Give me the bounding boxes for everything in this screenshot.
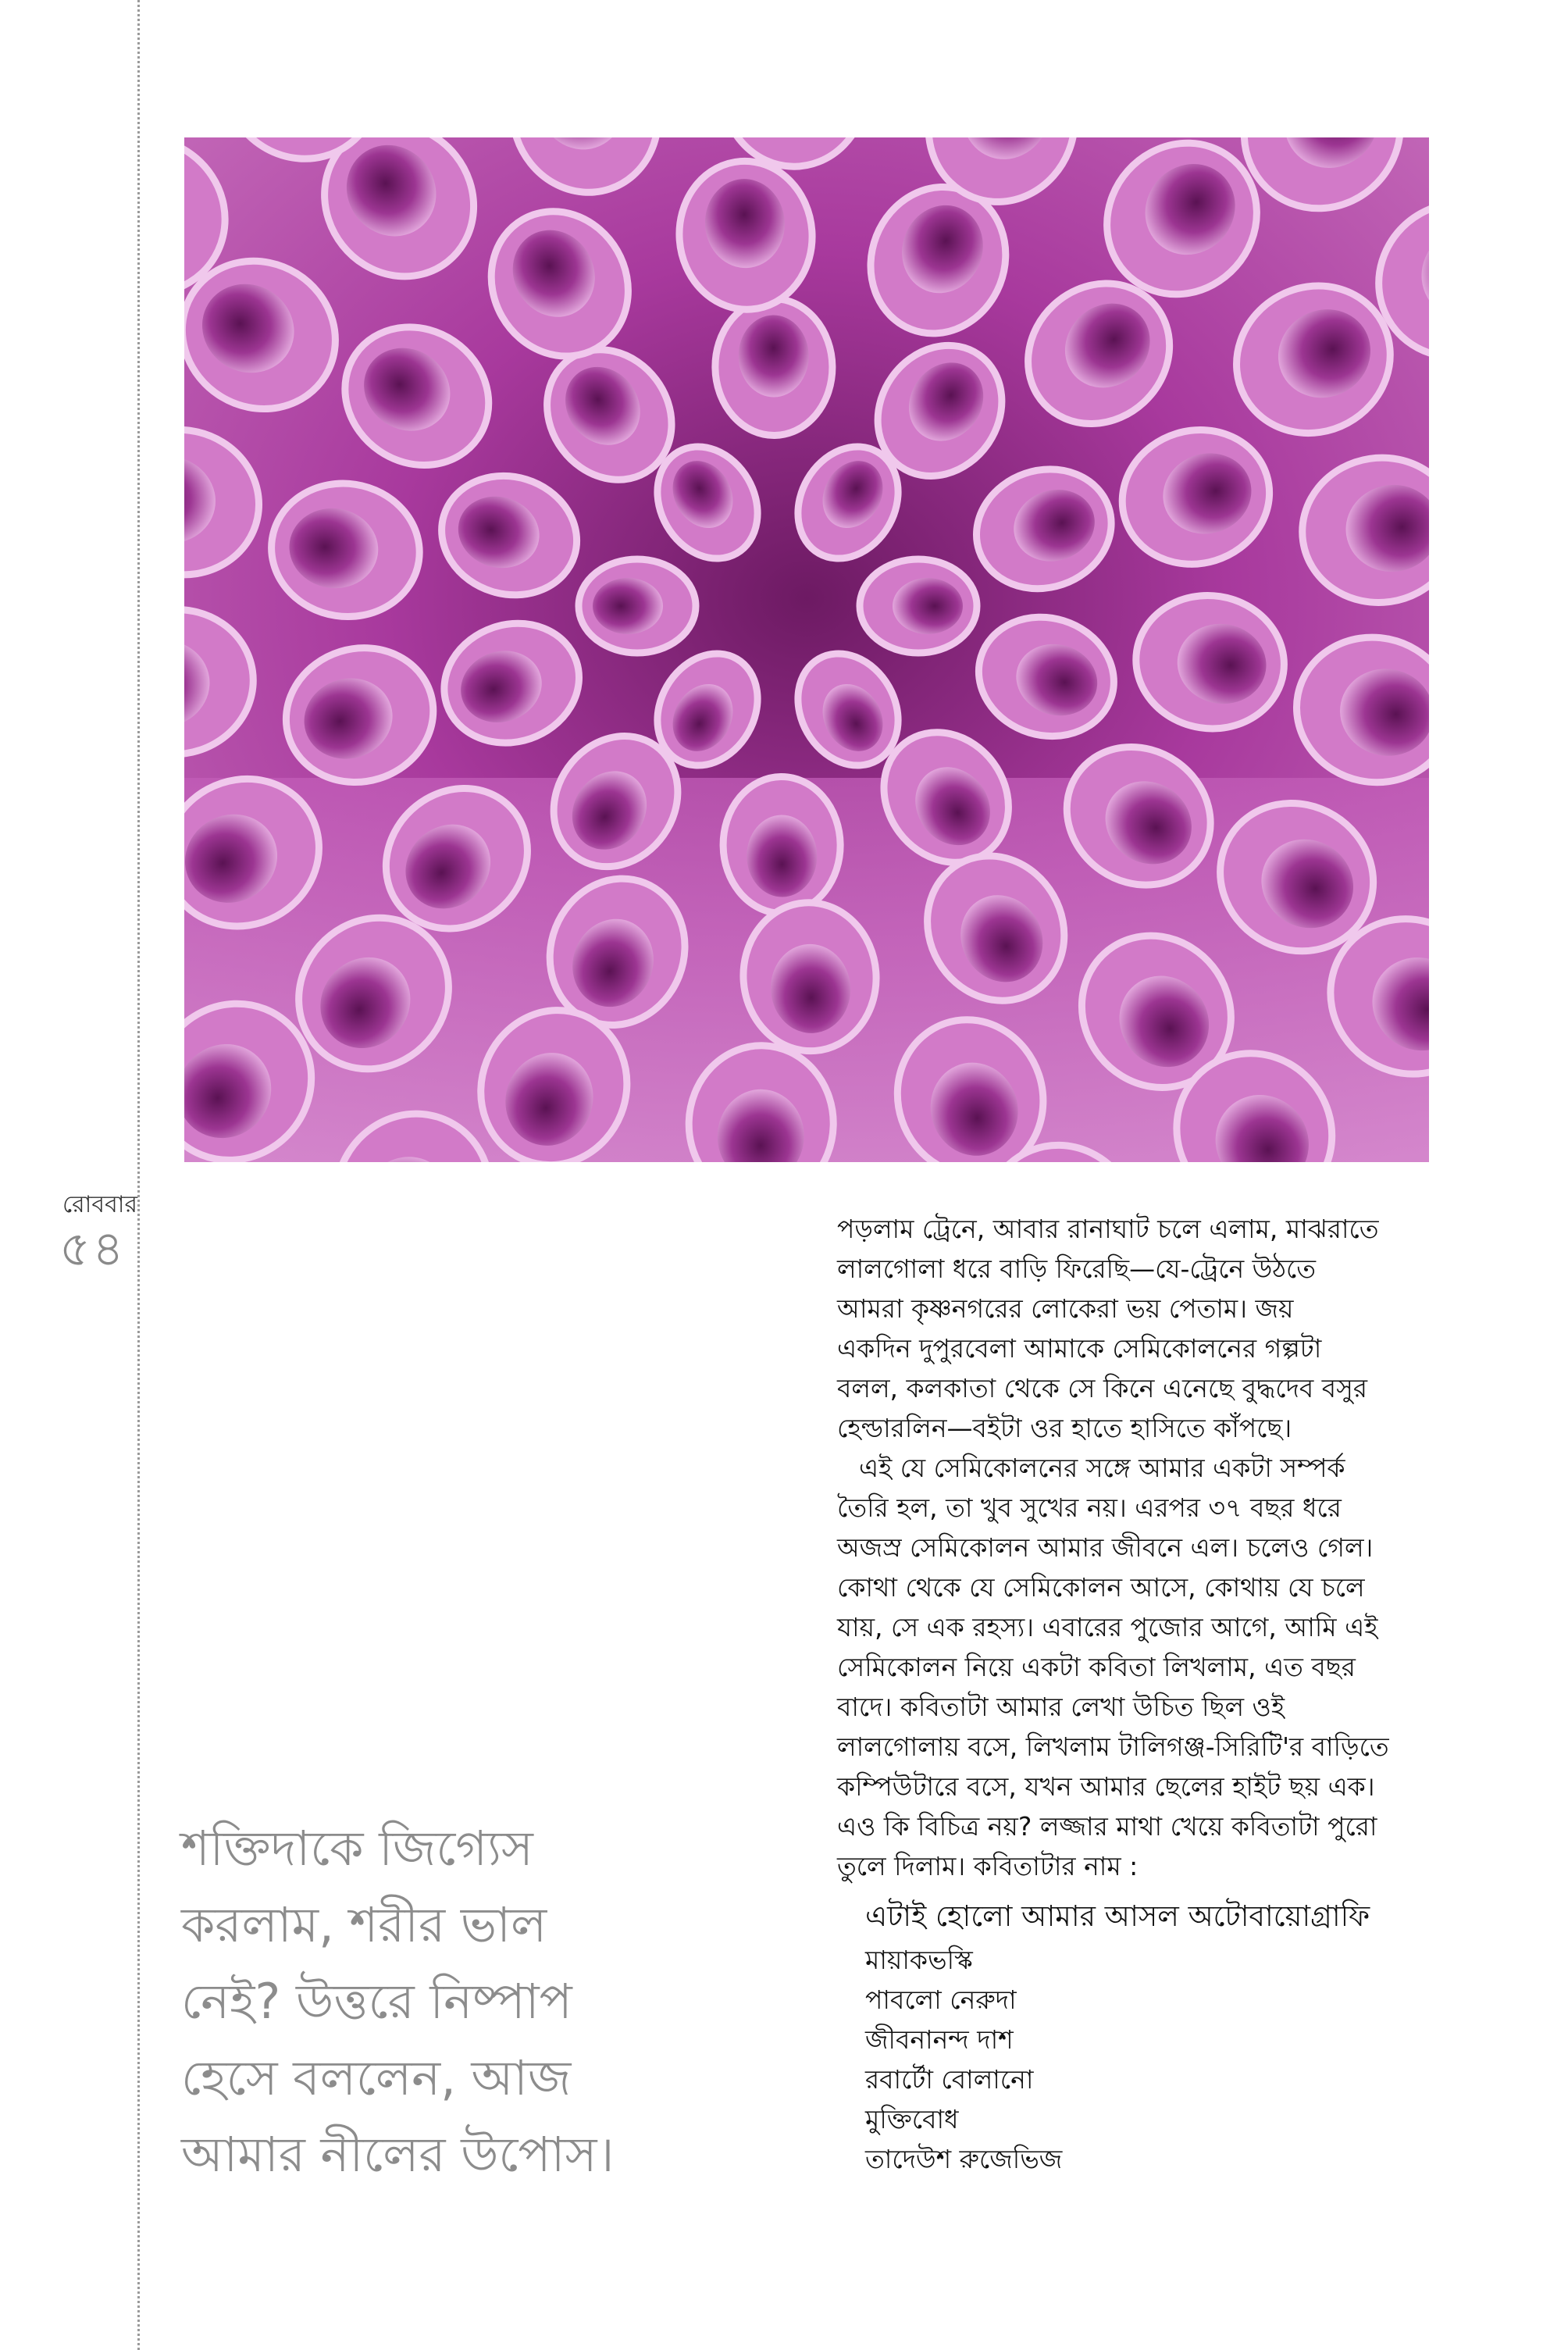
- poem-line: তাদেউশ রুজেভিজ: [865, 2144, 1063, 2174]
- body-line: লালগোলায় বসে, লিখলাম টালিগঞ্জ-সিরিটি'র বাড়িতে: [837, 1731, 1389, 1762]
- poem-title: এটাই হোলো আমার আসল অটোবায়োগ্রাফি: [865, 1899, 1370, 1933]
- pull-quote-line: নেই? উত্তরে নিষ্পাপ: [181, 1973, 572, 2030]
- body-line: আমরা কৃষ্ণনগরের লোকেরা ভয় পেতাম। জয়: [837, 1293, 1294, 1324]
- body-line: কোথা থেকে যে সেমিকোলন আসে, কোথায় যে চলে: [837, 1572, 1365, 1603]
- body-line: এও কি বিচিত্র নয়? লজ্জার মাথা খেয়ে কবিতাটা পুরো: [837, 1811, 1377, 1842]
- pull-quote: [181, 1810, 728, 2193]
- petal: [722, 776, 841, 914]
- page-number: ৫৪: [59, 1220, 126, 1277]
- pull-quote-line: করলাম, শরীর ভাল: [181, 1896, 547, 1953]
- body-line: এই যে সেমিকোলনের সঙ্গে আমার একটা সম্পর্ক: [859, 1453, 1345, 1483]
- magazine-name: রোববার: [62, 1191, 137, 1218]
- body-line: তৈরি হল, তা খুব সুখের নয়। এরপর ৩৭ বছর ধরে: [837, 1492, 1342, 1523]
- margin-dotted-rule: [137, 0, 140, 2350]
- body-line: হেল্ডারলিন—বইটা ওর হাতে হাসিতে কাঁপছে।: [837, 1413, 1292, 1443]
- poem-line: মুক্তিবোধ: [865, 2104, 959, 2134]
- body-line: সেমিকোলন নিয়ে একটা কবিতা লিখলাম, এত বছর: [837, 1652, 1356, 1682]
- petal: [860, 559, 977, 653]
- body-line: যায়, সে এক রহস্য। এবারের পুজোর আগে, আমি এই: [837, 1612, 1378, 1642]
- body-line: বাদে। কবিতাটা আমার লেখা উচিত ছিল ওই: [837, 1692, 1285, 1722]
- pull-quote-line: আমার নীলের উপোস।: [181, 2126, 615, 2183]
- poem-line: পাবলো নেরুদা: [865, 1984, 1017, 2015]
- dahlia-illustration: [184, 137, 1429, 1162]
- body-line: কম্পিউটারে বসে, যখন আমার ছেলের হাইট ছয় এক।: [837, 1771, 1375, 1802]
- poem-line: রবার্টো বোলানো: [865, 2064, 1034, 2095]
- body-line: একদিন দুপুরবেলা আমাকে সেমিকোলনের গল্পটা: [837, 1333, 1322, 1364]
- pull-quote-line: শক্তিদাকে জিগ্যেস: [181, 1820, 533, 1877]
- body-line: পড়লাম ট্রেনে, আবার রানাঘাট চলে এলাম, মাঝরাতে: [837, 1214, 1379, 1244]
- body-line: তুলে দিলাম। কবিতাটার নাম :: [837, 1851, 1139, 1881]
- pull-quote-line: হেসে বললেন, আজ: [181, 2049, 572, 2106]
- dahlia-photo: [184, 137, 1429, 1162]
- poem-line: জীবনানন্দ দাশ: [865, 2024, 1014, 2055]
- poem-list: [865, 1940, 1062, 2179]
- body-text-column: [837, 1209, 1438, 1886]
- body-line: বলল, কলকাতা থেকে সে কিনে এনেছে বুদ্ধদেব বসুর: [837, 1373, 1368, 1403]
- petal: [715, 298, 833, 436]
- body-line: অজস্র সেমিকোলন আমার জীবনে এল। চলেও গেল।: [837, 1532, 1374, 1563]
- body-line: লালগোলা ধরে বাড়ি ফিরেছি—যে-ট্রেনে উঠতে: [837, 1253, 1317, 1284]
- petal: [579, 559, 696, 653]
- poem-line: মায়াকভস্কি: [865, 1945, 973, 1975]
